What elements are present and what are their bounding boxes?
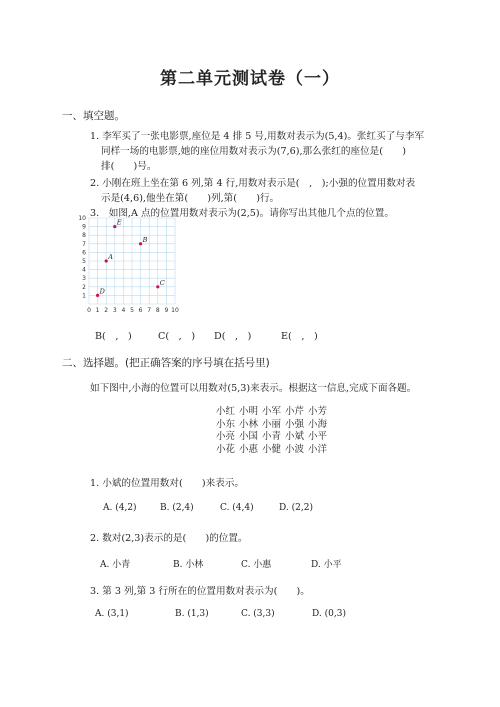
x-tick-label: 0 xyxy=(87,307,91,314)
y-tick-label: 8 xyxy=(82,232,86,240)
section1-heading: 一、填空题。 xyxy=(62,110,125,122)
name-cell: 小芹 xyxy=(285,406,305,417)
name-cell: 小海 xyxy=(308,418,328,430)
q3-option-a: A. (3,1) xyxy=(95,609,129,619)
y-tick-label: 2 xyxy=(82,283,86,291)
x-tick-label: 3 xyxy=(112,307,117,314)
y-tick-label: 7 xyxy=(82,240,86,248)
name-cell: 小健 xyxy=(262,443,282,455)
name-cell: 小青 xyxy=(262,431,282,442)
names-row xyxy=(216,431,331,444)
name-cell: 小花 xyxy=(216,443,236,455)
q2-option-b: B. 小林 xyxy=(173,560,204,570)
q1-line1: 1. 李军买了一张电影票,座位是 4 排 5 号,用数对表示为(5,4)。张红买了与李军 xyxy=(90,131,425,142)
q2-line2: 示是(4,6),他坐在第( )列,第( )行。 xyxy=(101,193,280,204)
q2-option-c: C. 小惠 xyxy=(241,560,272,570)
q3-option-c: C. (3,3) xyxy=(241,609,275,619)
y-tick-label: 6 xyxy=(82,249,86,257)
name-cell: 小军 xyxy=(262,406,282,417)
q1-line3: 排( )号。 xyxy=(101,161,157,172)
coordinate-grid xyxy=(78,215,220,318)
section2-intro: 如下图中,小海的位置可以用数对(5,3)来表示。根据这一信息,完成下面各题。 xyxy=(90,383,417,394)
q1-option-b: B. (2,4) xyxy=(160,503,194,513)
point-label: E xyxy=(116,218,122,227)
choice-q1: 1. 小斌的位置用数对( )来表示。 xyxy=(90,478,245,489)
x-tick-label: 7 xyxy=(147,307,152,314)
name-cell: 小洋 xyxy=(308,443,328,455)
page-title: 第二单元测试卷（一） xyxy=(160,69,340,89)
name-cell: 小波 xyxy=(285,443,305,455)
name-cell: 小强 xyxy=(285,418,305,430)
names-row xyxy=(216,406,331,419)
q1-option-a: A. (4,2) xyxy=(103,503,137,513)
name-cell: 小芳 xyxy=(308,406,328,417)
name-cell: 小林 xyxy=(239,418,259,430)
y-tick-label: 1 xyxy=(82,292,86,300)
point-label: B xyxy=(142,235,148,244)
x-tick-label: 10 xyxy=(171,307,179,314)
names-row xyxy=(216,419,331,432)
q3-option-d: D. (0,3) xyxy=(312,609,346,619)
seat-names-table xyxy=(216,406,331,456)
name-cell: 小斌 xyxy=(285,431,305,442)
point-label: D xyxy=(99,287,105,296)
y-tick-label: 9 xyxy=(82,223,86,231)
point-label: C xyxy=(159,278,165,287)
y-tick-label: 10 xyxy=(78,215,86,222)
q3-line1: 3. 如图,A 点的位置用数对表示为(2,5)。请你写出其他几个点的位置。 xyxy=(90,208,394,219)
name-cell: 小红 xyxy=(216,406,236,417)
x-tick-label: 4 xyxy=(121,307,126,314)
names-row xyxy=(216,444,331,457)
section2-heading: 二、选择题。(把正确答案的序号填在括号里) xyxy=(62,357,270,369)
name-cell: 小丽 xyxy=(262,418,282,430)
name-cell: 小平 xyxy=(308,431,328,442)
name-cell: 小国 xyxy=(239,431,259,442)
q2-line1: 2. 小刚在班上坐在第 6 列,第 4 行,用数对表示是( , );小强的位置用数对表 xyxy=(90,178,416,189)
name-cell: 小明 xyxy=(239,406,259,417)
choice-q2: 2. 数对(2,3)表示的是( )的位置。 xyxy=(90,533,248,544)
y-tick-label: 3 xyxy=(82,275,86,283)
blank-d: D( , ) xyxy=(214,331,252,342)
blank-c: C( , ) xyxy=(158,331,196,342)
y-tick-label: 4 xyxy=(82,266,86,274)
blank-b: B( , ) xyxy=(95,331,132,342)
name-cell: 小东 xyxy=(216,418,236,430)
q1-option-c: C. (4,4) xyxy=(220,503,254,513)
x-tick-label: 8 xyxy=(155,307,160,314)
name-cell: 小亮 xyxy=(216,431,236,442)
q1-option-d: D. (2,2) xyxy=(279,503,313,513)
blank-e: E( , ) xyxy=(281,331,318,342)
y-tick-label: 5 xyxy=(82,258,86,265)
choice-q3: 3. 第 3 列,第 3 行所在的位置用数对表示为( )。 xyxy=(90,586,310,597)
x-tick-label: 5 xyxy=(130,307,134,314)
point-label: A xyxy=(108,253,113,261)
q2-option-a: A. 小青 xyxy=(100,560,131,570)
x-tick-label: 1 xyxy=(95,307,100,314)
name-cell: 小惠 xyxy=(239,443,259,455)
q3-option-b: B. (1,3) xyxy=(175,609,209,619)
q1-line2: 同样一场的电影票,她的座位用数对表示为(7,6),那么张红的座位是( ) xyxy=(101,146,406,157)
grid-svg xyxy=(78,215,220,318)
q2-option-d: D. 小平 xyxy=(311,560,342,570)
x-tick-label: 9 xyxy=(164,307,169,314)
x-tick-label: 6 xyxy=(138,307,143,314)
x-tick-label: 2 xyxy=(104,307,109,314)
